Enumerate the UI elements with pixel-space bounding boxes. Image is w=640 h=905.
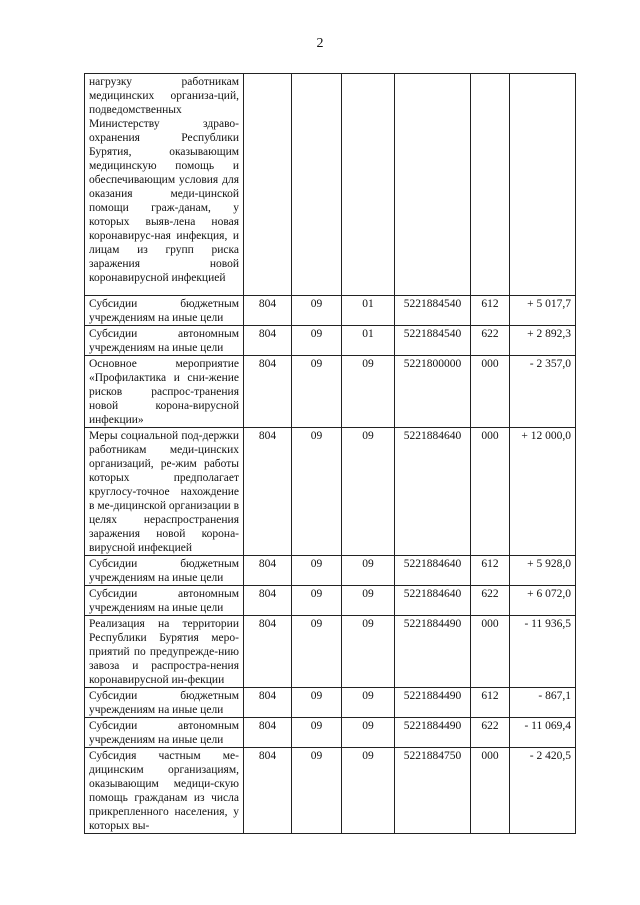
table-row: [85, 586, 576, 616]
row-grbs: 804: [244, 326, 292, 356]
page-number: 2: [316, 36, 324, 51]
row-subsection: 09: [342, 748, 395, 834]
row-section: 09: [292, 428, 342, 556]
row-vr: 612: [471, 688, 510, 718]
row-subsection: 09: [342, 428, 395, 556]
row-grbs: 804: [244, 586, 292, 616]
table-row: [85, 556, 576, 586]
row-name: нагрузку работникам медицинских организа-ций, подведомственных Министерству здраво-охранения Республики Бурятия, оказывающим медицинскую помощь и обеспечивающим условия для оказания меди-цинской помощи граж-данам, у которых выяв-лена новая коронавирус-ная инфекция, и лицам из групп риска заражения новой коронавирусной инфекцией: [85, 74, 244, 296]
row-amount: + 2 892,3: [510, 326, 576, 356]
budget-table-body: [85, 74, 576, 834]
row-section: 09: [292, 296, 342, 326]
row-name: Субсидии бюджетным учреждениям на иные цели: [85, 688, 244, 718]
row-name: Основное мероприятие «Профилактика и сни-жение рисков распрос-транения новой корона-вирусной инфекции»: [85, 356, 244, 428]
row-amount: + 5 928,0: [510, 556, 576, 586]
row-csr: 5221884540: [395, 326, 471, 356]
row-amount: [510, 74, 576, 296]
table-row: [85, 428, 576, 556]
row-section: 09: [292, 586, 342, 616]
row-csr: 5221884640: [395, 586, 471, 616]
row-amount: + 12 000,0: [510, 428, 576, 556]
row-section: 09: [292, 616, 342, 688]
row-subsection: [342, 74, 395, 296]
row-vr: 000: [471, 428, 510, 556]
row-section: 09: [292, 718, 342, 748]
row-csr: 5221884640: [395, 428, 471, 556]
row-subsection: 01: [342, 296, 395, 326]
row-vr: 000: [471, 356, 510, 428]
row-grbs: 804: [244, 428, 292, 556]
row-vr: [471, 74, 510, 296]
row-subsection: 09: [342, 718, 395, 748]
row-amount: - 2 420,5: [510, 748, 576, 834]
row-name: Субсидия частным ме-дицинским организациям, оказывающим медици-скую помощь гражданам из числа прикрепленного населения, у которых вы-: [85, 748, 244, 834]
row-csr: [395, 74, 471, 296]
row-grbs: 804: [244, 296, 292, 326]
row-section: 09: [292, 556, 342, 586]
table-row: [85, 616, 576, 688]
row-grbs: 804: [244, 556, 292, 586]
row-subsection: 09: [342, 356, 395, 428]
row-vr: 000: [471, 616, 510, 688]
row-vr: 622: [471, 718, 510, 748]
row-subsection: 09: [342, 616, 395, 688]
table-row: [85, 296, 576, 326]
row-name: Субсидии автономным учреждениям на иные цели: [85, 586, 244, 616]
row-amount: + 6 072,0: [510, 586, 576, 616]
row-vr: 612: [471, 296, 510, 326]
row-section: 09: [292, 748, 342, 834]
table-row: [85, 326, 576, 356]
row-grbs: 804: [244, 356, 292, 428]
row-amount: - 11 936,5: [510, 616, 576, 688]
row-grbs: [244, 74, 292, 296]
row-name: Субсидии автономным учреждениям на иные цели: [85, 718, 244, 748]
row-grbs: 804: [244, 718, 292, 748]
row-name: Реализация на территории Республики Бурятия меро-приятий по предупрежде-нию завоза и распростра-нения коронавирусной ин-фекции: [85, 616, 244, 688]
row-subsection: 09: [342, 586, 395, 616]
row-section: 09: [292, 356, 342, 428]
row-csr: 5221884490: [395, 718, 471, 748]
row-grbs: 804: [244, 748, 292, 834]
row-name: Субсидии автономным учреждениям на иные цели: [85, 326, 244, 356]
row-csr: 5221884490: [395, 688, 471, 718]
budget-table: [84, 73, 576, 834]
table-row: [85, 688, 576, 718]
row-section: 09: [292, 326, 342, 356]
row-vr: 622: [471, 326, 510, 356]
row-section: 09: [292, 688, 342, 718]
row-vr: 000: [471, 748, 510, 834]
table-row: [85, 74, 576, 296]
row-section: [292, 74, 342, 296]
row-csr: 5221884540: [395, 296, 471, 326]
row-csr: 5221884490: [395, 616, 471, 688]
row-vr: 622: [471, 586, 510, 616]
row-grbs: 804: [244, 688, 292, 718]
table-row: [85, 748, 576, 834]
row-csr: 5221884640: [395, 556, 471, 586]
row-amount: - 2 357,0: [510, 356, 576, 428]
row-name: Субсидии бюджетным учреждениям на иные цели: [85, 296, 244, 326]
table-row: [85, 356, 576, 428]
row-amount: + 5 017,7: [510, 296, 576, 326]
row-name: Меры социальной под-держки работникам меди-цинских организаций, ре-жим работы которых предполагает круглосу-точное нахождение в ме-дицинской организации в целях нераспространения заражения новой корона-вирусной инфекцией: [85, 428, 244, 556]
row-subsection: 09: [342, 688, 395, 718]
row-subsection: 01: [342, 326, 395, 356]
row-grbs: 804: [244, 616, 292, 688]
row-amount: - 867,1: [510, 688, 576, 718]
row-name: Субсидии бюджетным учреждениям на иные цели: [85, 556, 244, 586]
row-csr: 5221884750: [395, 748, 471, 834]
row-subsection: 09: [342, 556, 395, 586]
table-row: [85, 718, 576, 748]
row-vr: 612: [471, 556, 510, 586]
row-csr: 5221800000: [395, 356, 471, 428]
row-amount: - 11 069,4: [510, 718, 576, 748]
